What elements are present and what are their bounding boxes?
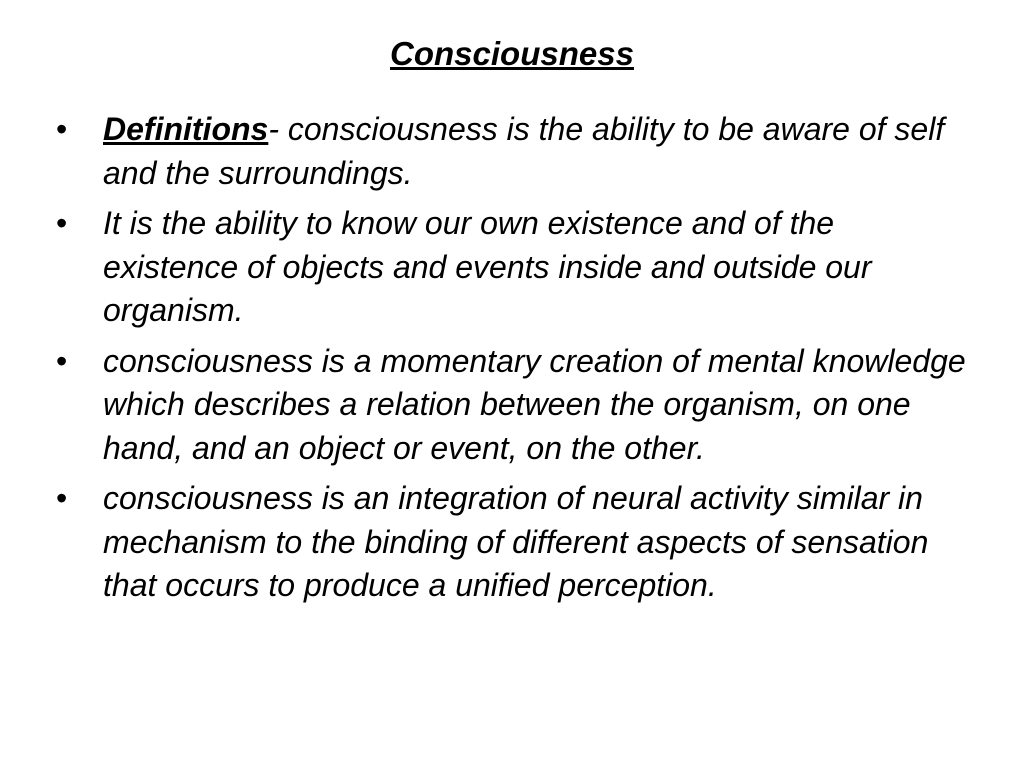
bullet-text: consciousness is an integration of neural activity similar in mechanism to the binding of different aspects of sensation that occurs to produce a unified perception. [103, 480, 929, 603]
bullet-item-definitions [56, 108, 966, 195]
bullet-text: - consciousness is the ability to be aware of self and the surroundings. [103, 111, 945, 191]
bullet-icon: • [56, 342, 68, 379]
bullet-text: It is the ability to know our own existence and of the existence of objects and events inside and outside our organism. [103, 205, 872, 328]
bullet-icon: • [56, 111, 68, 147]
bullet-item-neural-integration [56, 477, 966, 608]
bullet-icon: • [56, 480, 68, 516]
bullet-icon: • [56, 205, 68, 241]
bullet-item-mental-knowledge [56, 340, 966, 471]
bullet-text: consciousness is a momentary creation of mental knowledge which describes a relation between the organism, on one hand, and an object or event, on the other. [103, 342, 966, 466]
bullet-list [56, 108, 966, 615]
slide-title: Consciousness [390, 35, 634, 72]
bullet-item-existence [56, 202, 966, 333]
definitions-term: Definitions [103, 111, 269, 147]
